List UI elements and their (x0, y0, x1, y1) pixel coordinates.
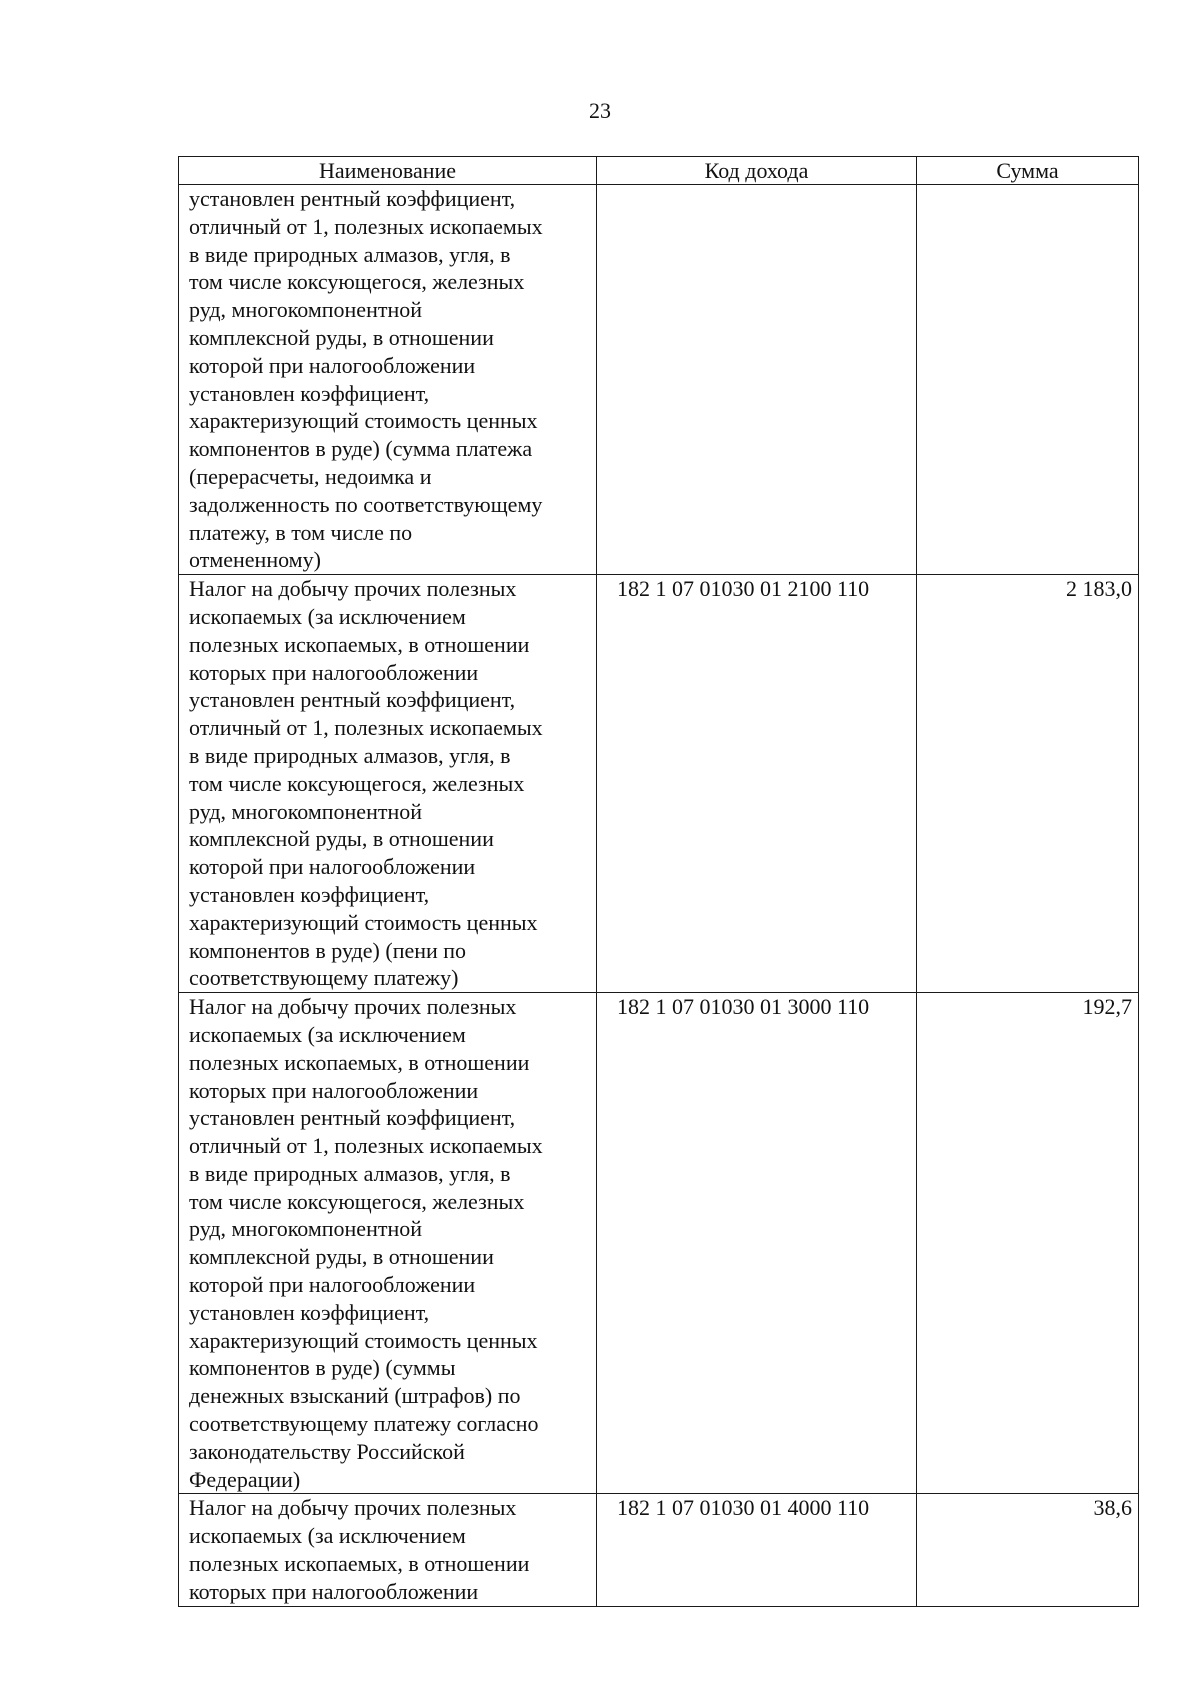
header-name: Наименование (179, 157, 597, 185)
table-header-row (179, 157, 1139, 185)
row-name-cell (179, 993, 597, 1494)
row-name-line: в виде природных алмазов, угля, в (189, 1160, 511, 1186)
table-row (179, 185, 1139, 575)
header-code: Код дохода (597, 157, 917, 185)
row-name-line: Налог на добычу прочих полезных (189, 994, 517, 1020)
row-name-line: установлен коэффициент, (189, 380, 430, 406)
row-name-line: комплексной руды, в отношении (189, 1244, 494, 1270)
page-number: 23 (589, 98, 611, 123)
row-name-line: ископаемых (за исключением (189, 1021, 466, 1047)
row-name-cell (179, 185, 597, 575)
row-name-line: руд, многокомпонентной (189, 798, 423, 824)
row-name-line: которых при налогообложении (189, 659, 479, 685)
row-name-line: руд, многокомпонентной (189, 297, 423, 323)
row-name-cell (179, 575, 597, 993)
row-name-line: отличный от 1, полезных ископаемых (189, 213, 543, 239)
revenue-table (178, 156, 1139, 1607)
row-name-line: которых при налогообложении (189, 1077, 479, 1103)
row-name-line: соответствующему платежу согласно (189, 1411, 539, 1437)
row-name-line: в виде природных алмазов, угля, в (189, 241, 511, 267)
row-name-line: которой при налогообложении (189, 854, 476, 880)
row-sum-cell (917, 185, 1139, 575)
row-name-line: задолженность по соответствующему (189, 491, 543, 517)
row-sum-cell: 192,7 (917, 993, 1139, 1494)
row-name-line: ископаемых (за исключением (189, 603, 466, 629)
header-sum: Сумма (917, 157, 1139, 185)
row-name-line: ископаемых (за исключением (189, 1523, 466, 1549)
row-name-line: денежных взысканий (штрафов) по (189, 1383, 521, 1409)
row-name-line: установлен рентный коэффициент, (189, 186, 516, 211)
row-name-line: руд, многокомпонентной (189, 1216, 423, 1242)
row-name-line: комплексной руды, в отношении (189, 324, 494, 350)
row-name-line: установлен рентный коэффициент, (189, 687, 516, 713)
row-name-line: полезных ископаемых, в отношении (189, 1049, 530, 1075)
row-name-line: в виде природных алмазов, угля, в (189, 742, 511, 768)
row-name-line: законодательству Российской (189, 1438, 465, 1464)
table-row (179, 1494, 1139, 1606)
row-name-line: характеризующий стоимость ценных (189, 909, 538, 935)
row-name-line: том числе коксующегося, железных (189, 770, 525, 796)
row-name-line: том числе коксующегося, железных (189, 269, 525, 295)
row-name-line: отмененному) (189, 547, 321, 573)
row-name-line: полезных ископаемых, в отношении (189, 1551, 530, 1577)
row-code-cell: 182 1 07 01030 01 4000 110 (597, 1494, 917, 1606)
row-name-line: характеризующий стоимость ценных (189, 408, 538, 434)
row-code-cell: 182 1 07 01030 01 3000 110 (597, 993, 917, 1494)
row-name-line: характеризующий стоимость ценных (189, 1327, 538, 1353)
table-row (179, 575, 1139, 993)
row-code-cell: 182 1 07 01030 01 2100 110 (597, 575, 917, 993)
row-name-line: которых при налогообложении (189, 1578, 479, 1604)
revenue-table-container (178, 156, 1138, 1607)
row-name-line: платежу, в том числе по (189, 519, 413, 545)
table-row (179, 993, 1139, 1494)
row-name-line: компонентов в руде) (сумма платежа (189, 436, 533, 462)
row-name-line: которой при налогообложении (189, 1272, 476, 1298)
row-name-line: компонентов в руде) (пени по (189, 937, 467, 963)
row-name-line: комплексной руды, в отношении (189, 826, 494, 852)
row-name-line: Федерации) (189, 1466, 301, 1492)
row-name-line: соответствующему платежу) (189, 965, 459, 991)
row-name-line: (перерасчеты, недоимка и (189, 463, 432, 489)
row-name-line: компонентов в руде) (суммы (189, 1355, 456, 1381)
row-name-line: отличный от 1, полезных ископаемых (189, 1133, 543, 1159)
row-name-line: установлен коэффициент, (189, 881, 430, 907)
row-sum-cell: 2 183,0 (917, 575, 1139, 993)
row-name-line: установлен рентный коэффициент, (189, 1105, 516, 1131)
row-name-line: Налог на добычу прочих полезных (189, 1495, 517, 1521)
row-name-line: полезных ископаемых, в отношении (189, 631, 530, 657)
row-name-line: которой при налогообложении (189, 352, 476, 378)
row-name-line: отличный от 1, полезных ископаемых (189, 715, 543, 741)
table-body (179, 185, 1139, 1607)
row-name-line: установлен коэффициент, (189, 1299, 430, 1325)
row-name-line: Налог на добычу прочих полезных (189, 576, 517, 602)
row-sum-cell: 38,6 (917, 1494, 1139, 1606)
row-name-line: том числе коксующегося, железных (189, 1188, 525, 1214)
row-code-cell (597, 185, 917, 575)
row-name-cell (179, 1494, 597, 1606)
